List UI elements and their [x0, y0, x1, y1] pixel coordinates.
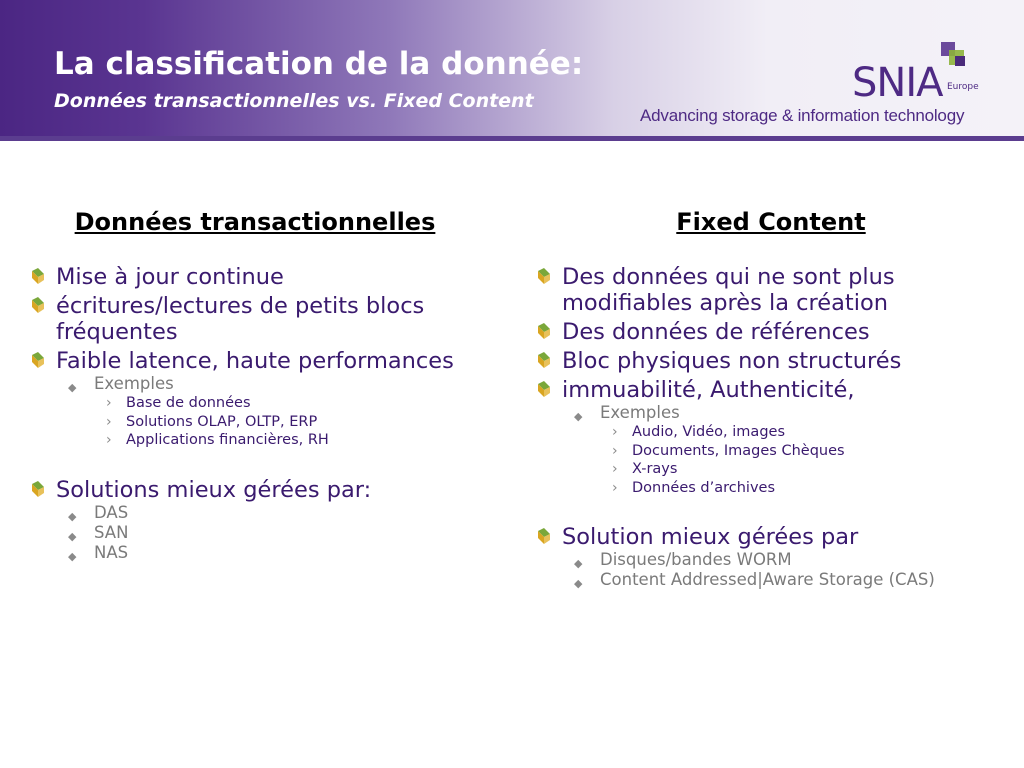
list-item: ◆ SAN: [30, 523, 520, 543]
examples-label: ◆ Exemples: [536, 403, 1006, 423]
list-item: › Documents, Images Chèques: [612, 442, 845, 459]
list-item: Mise à jour continue: [30, 264, 520, 290]
diamond-bullet-icon: [30, 352, 46, 368]
diamond-bullet-icon: [30, 297, 46, 313]
list-item: › X-rays: [612, 461, 678, 477]
left-column: [30, 208, 520, 563]
small-diamond-icon: ◆: [574, 577, 583, 590]
diamond-bullet-icon: [30, 481, 46, 497]
chevron-right-icon: ›: [106, 395, 112, 411]
list-item: Faible latence, haute performances: [30, 348, 520, 374]
list-item: › Solutions OLAP, OLTP, ERP: [106, 413, 318, 430]
diamond-bullet-icon: [536, 352, 552, 368]
chevron-right-icon: ›: [612, 461, 618, 477]
spacer: [536, 497, 1006, 521]
left-list: [30, 264, 520, 563]
list-item: › Base de données: [106, 395, 251, 411]
logo-tagline: Advancing storage & information technology: [640, 106, 965, 125]
list-item: › Audio, Vidéo, images: [612, 424, 785, 440]
logo-squares-icon: [941, 42, 971, 72]
snia-logo: [636, 38, 996, 133]
list-item: immuabilité, Authenticité,: [536, 377, 1006, 403]
logo-word: SNIA: [852, 60, 943, 106]
list-item: ◆ DAS: [30, 503, 520, 523]
list-item: écritures/lectures de petits blocs fréquentes: [30, 293, 520, 345]
list-item: Solutions mieux gérées par:: [30, 477, 520, 503]
small-diamond-icon: ◆: [68, 549, 77, 563]
diamond-bullet-icon: [536, 381, 552, 397]
list-item: Bloc physiques non structurés: [536, 348, 1006, 374]
logo-region: Europe: [947, 82, 979, 92]
header-rule: [0, 136, 1024, 141]
small-diamond-icon: ◆: [574, 557, 583, 570]
chevron-right-icon: ›: [106, 413, 112, 430]
small-diamond-icon: ◆: [68, 381, 77, 394]
examples-label: ◆ Exemples: [30, 374, 520, 394]
slide-title: La classification de la donnée:: [54, 46, 584, 82]
list-item: ◆ NAS: [30, 543, 520, 563]
diamond-bullet-icon: [536, 268, 552, 284]
list-item: ◆ Content Addressed|Aware Storage (CAS): [536, 570, 1006, 590]
small-diamond-icon: ◆: [68, 509, 77, 523]
list-item: Des données qui ne sont plus modifiables après la création: [536, 264, 1006, 316]
diamond-bullet-icon: [536, 323, 552, 339]
diamond-bullet-icon: [536, 528, 552, 544]
left-heading: Données transactionnelles: [74, 208, 436, 236]
chevron-right-icon: ›: [612, 442, 618, 459]
small-diamond-icon: ◆: [574, 410, 583, 423]
list-item: Des données de références: [536, 319, 1006, 345]
diamond-bullet-icon: [30, 268, 46, 284]
right-list: [536, 264, 1006, 590]
list-item: › Applications financières, RH: [106, 432, 329, 448]
chevron-right-icon: ›: [106, 432, 112, 448]
right-heading: Fixed Content: [676, 208, 866, 236]
spacer: [30, 450, 520, 474]
chevron-right-icon: ›: [612, 424, 618, 440]
list-item: › Données d’archives: [612, 479, 776, 496]
list-item: Solution mieux gérées par: [536, 524, 1006, 550]
right-column: [536, 208, 1006, 590]
chevron-right-icon: ›: [612, 479, 618, 496]
slide-subtitle: Données transactionnelles vs. Fixed Content: [54, 90, 534, 112]
small-diamond-icon: ◆: [68, 529, 77, 543]
list-item: ◆ Disques/bandes WORM: [536, 550, 1006, 570]
